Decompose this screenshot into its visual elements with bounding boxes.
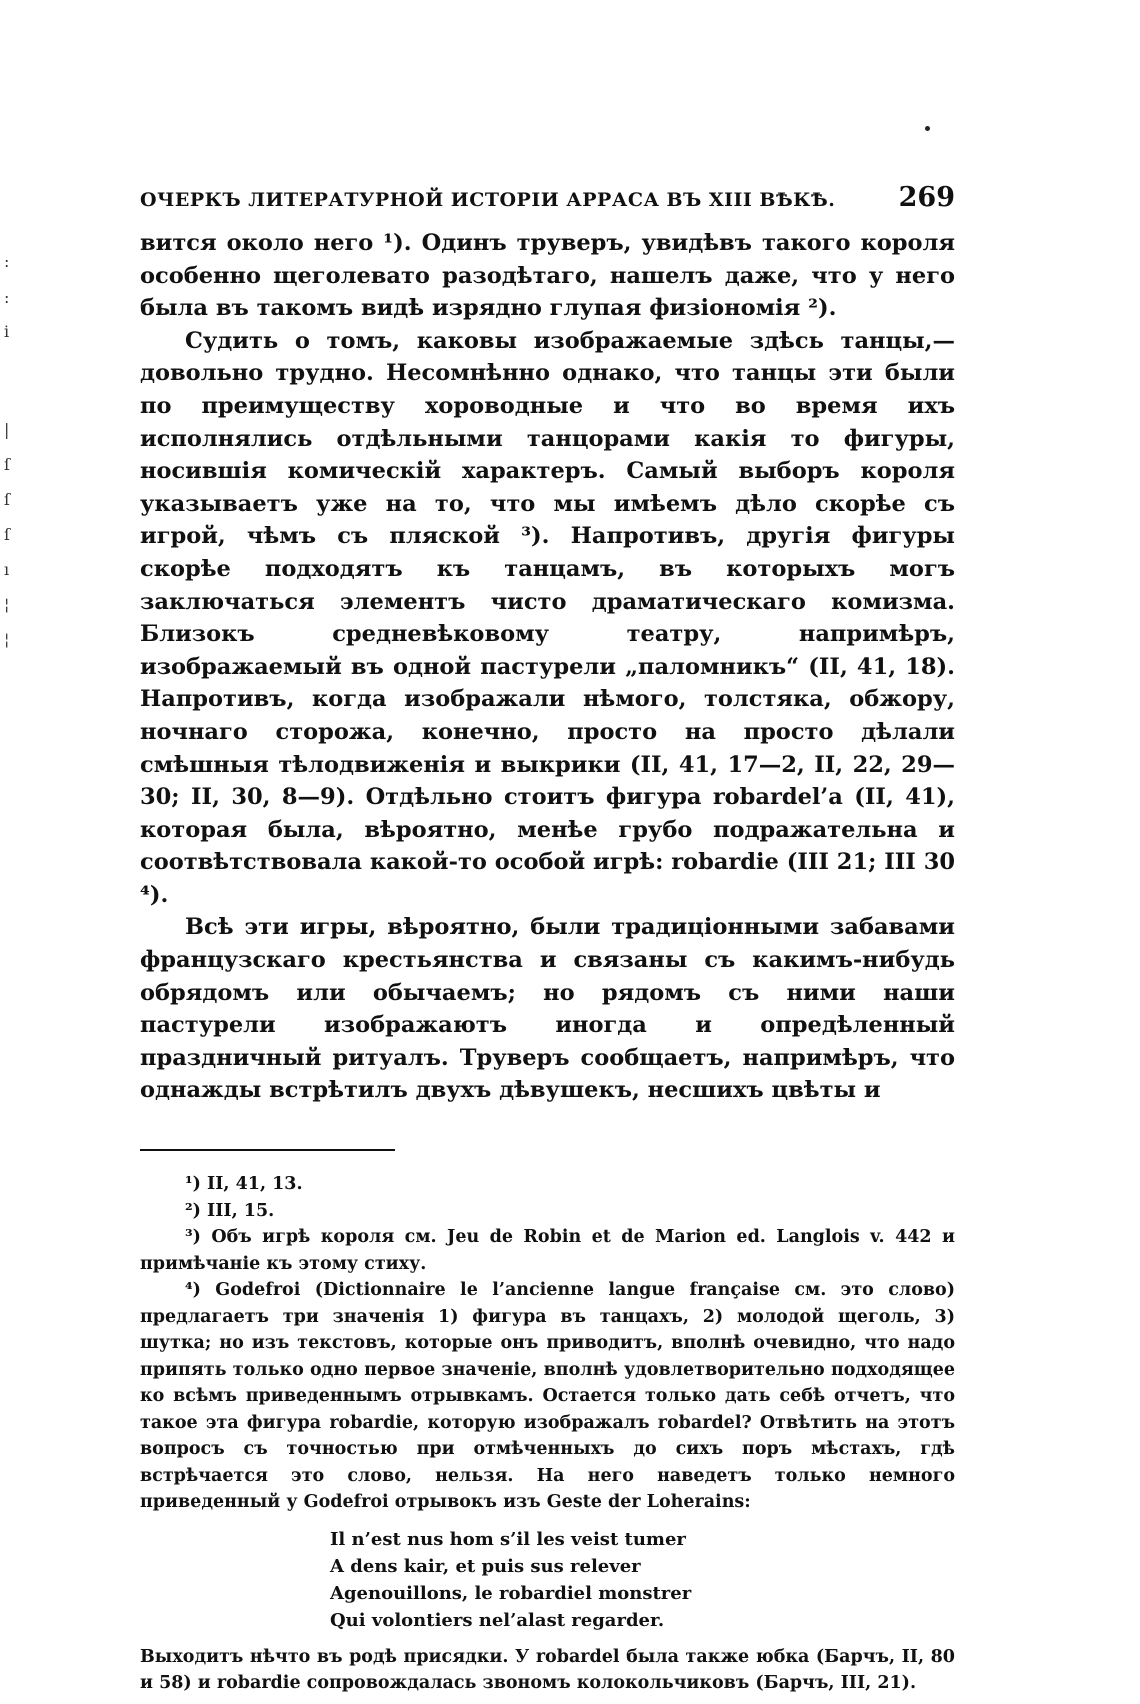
- verse-line: Agenouillons, le robardiel monstrer: [330, 1582, 692, 1604]
- verse-line: Qui volontiers nel’alast regarder.: [330, 1609, 665, 1631]
- footnote: ⁴) Godefroi (Dictionnaire le l’ancienne langue française см. это слово) предлагаетъ три значенія 1) фигура въ танцахъ, 2) молодой щеголь, 3) шутка; но изъ текстовъ, которые онъ приводитъ, вполнѣ очевидно, что надо припять только одно первое значеніе, вполнѣ удовлетворительно подходящее ко всѣмъ приведеннымъ отрывкамъ. Остается только дать себѣ отчетъ, что такое эта фигура robardie, которую изображалъ robardel? Отвѣтить на этотъ вопросъ съ точностью при отмѣченныхъ до сихъ поръ мѣстахъ, гдѣ встрѣчается это слово, нельзя. На него наведетъ только немного приведенный у Godefroi отрывокъ изъ Geste der Loherains:: [140, 1280, 955, 1513]
- speck: [925, 126, 930, 131]
- margin-mark: ſ: [4, 490, 10, 509]
- margin-mark: :: [4, 288, 10, 307]
- margin-mark: ¦: [4, 630, 10, 649]
- footnote-rule: [140, 1149, 395, 1151]
- running-title: ОЧЕРКЪ ЛИТЕРАТУРНОЙ ИСТОРІИ АРРАСА ВЪ XIII ВѢКѢ.: [140, 189, 836, 211]
- paragraph: вится около него ¹). Одинъ труверъ, увидѣвъ такого короля особенно щеголевато разодѣтаго, нашелъ даже, что у него была въ такомъ видѣ изрядно глупая физіономія ²).: [140, 230, 955, 322]
- margin-mark: ¦: [4, 595, 10, 614]
- margin-mark: :: [4, 252, 10, 271]
- page: [140, 182, 955, 1697]
- footnote-closing: Выходитъ нѣчто въ родѣ присядки. У robardel была также юбка (Барчъ, II, 80 и 58) и robardie сопровождалась звономъ колокольчиковъ (Барчъ, III, 21).: [140, 1646, 955, 1694]
- body-text: [140, 227, 955, 1107]
- margin-mark: i: [4, 322, 10, 341]
- margin-mark: ſ: [4, 455, 10, 474]
- verse-line: A dens kair, et puis sus relever: [330, 1555, 641, 1577]
- page-number: 269: [898, 182, 955, 213]
- paragraph: Судить о томъ, каковы изображаемые здѣсь танцы,—довольно трудно. Несомнѣнно однако, что танцы эти были по преимуществу хороводные и что во время ихъ исполнялись отдѣльными танцорами какія то фигуры, носившія комическій характеръ. Самый выборъ короля указываетъ уже на то, что мы имѣемъ дѣло скорѣе съ игрой, чѣмъ съ пляской ³). Напротивъ, другія фигуры скорѣе подходятъ къ танцамъ, въ которыхъ могъ заключаться элементъ чисто драматическаго комизма. Близокъ средневѣковому театру, напримѣръ, изображаемый въ одной пастурели „паломникъ“ (II, 41, 18). Напротивъ, когда изображали нѣмого, толстяка, обжору, ночнаго сторожа, конечно, просто на просто дѣлали смѣшныя тѣлодвиженія и выкрики (II, 41, 17—2, II, 22, 29—30; II, 30, 8—9). Отдѣльно стоитъ фигура robardel’a (II, 41), которая была, вѣроятно, менѣе грубо подражательна и соотвѣтствовала какой-то особой игрѣ: robardie (III 21; III 30 ⁴).: [140, 327, 955, 908]
- paragraph: Всѣ эти игры, вѣроятно, были традиціонными забавами французскаго крестьянства и связаны съ какимъ-нибудь обрядомъ или обычаемъ; но рядомъ съ ними наши пастурели изображаютъ иногда и опредѣленный праздничный ритуалъ. Труверъ сообщаетъ, напримѣръ, что однажды встрѣтилъ двухъ дѣвушекъ, несшихъ цвѣты и: [140, 914, 955, 1104]
- verse-line: Il n’est nus hom s’il les veist tumer: [330, 1528, 686, 1550]
- verse-quote: [330, 1526, 955, 1634]
- margin-mark: |: [4, 420, 10, 439]
- margin-mark: ſ: [4, 525, 10, 544]
- footnotes: [140, 1171, 955, 1697]
- footnote: ²) III, 15.: [185, 1200, 275, 1221]
- footnote: ¹) II, 41, 13.: [185, 1174, 303, 1195]
- margin-mark: ı: [4, 560, 10, 579]
- footnote: ³) Объ игрѣ короля см. Jeu de Robin et de Marion ed. Langlois v. 442 и примѣчаніе къ этому стиху.: [140, 1227, 955, 1274]
- running-head: [140, 182, 955, 213]
